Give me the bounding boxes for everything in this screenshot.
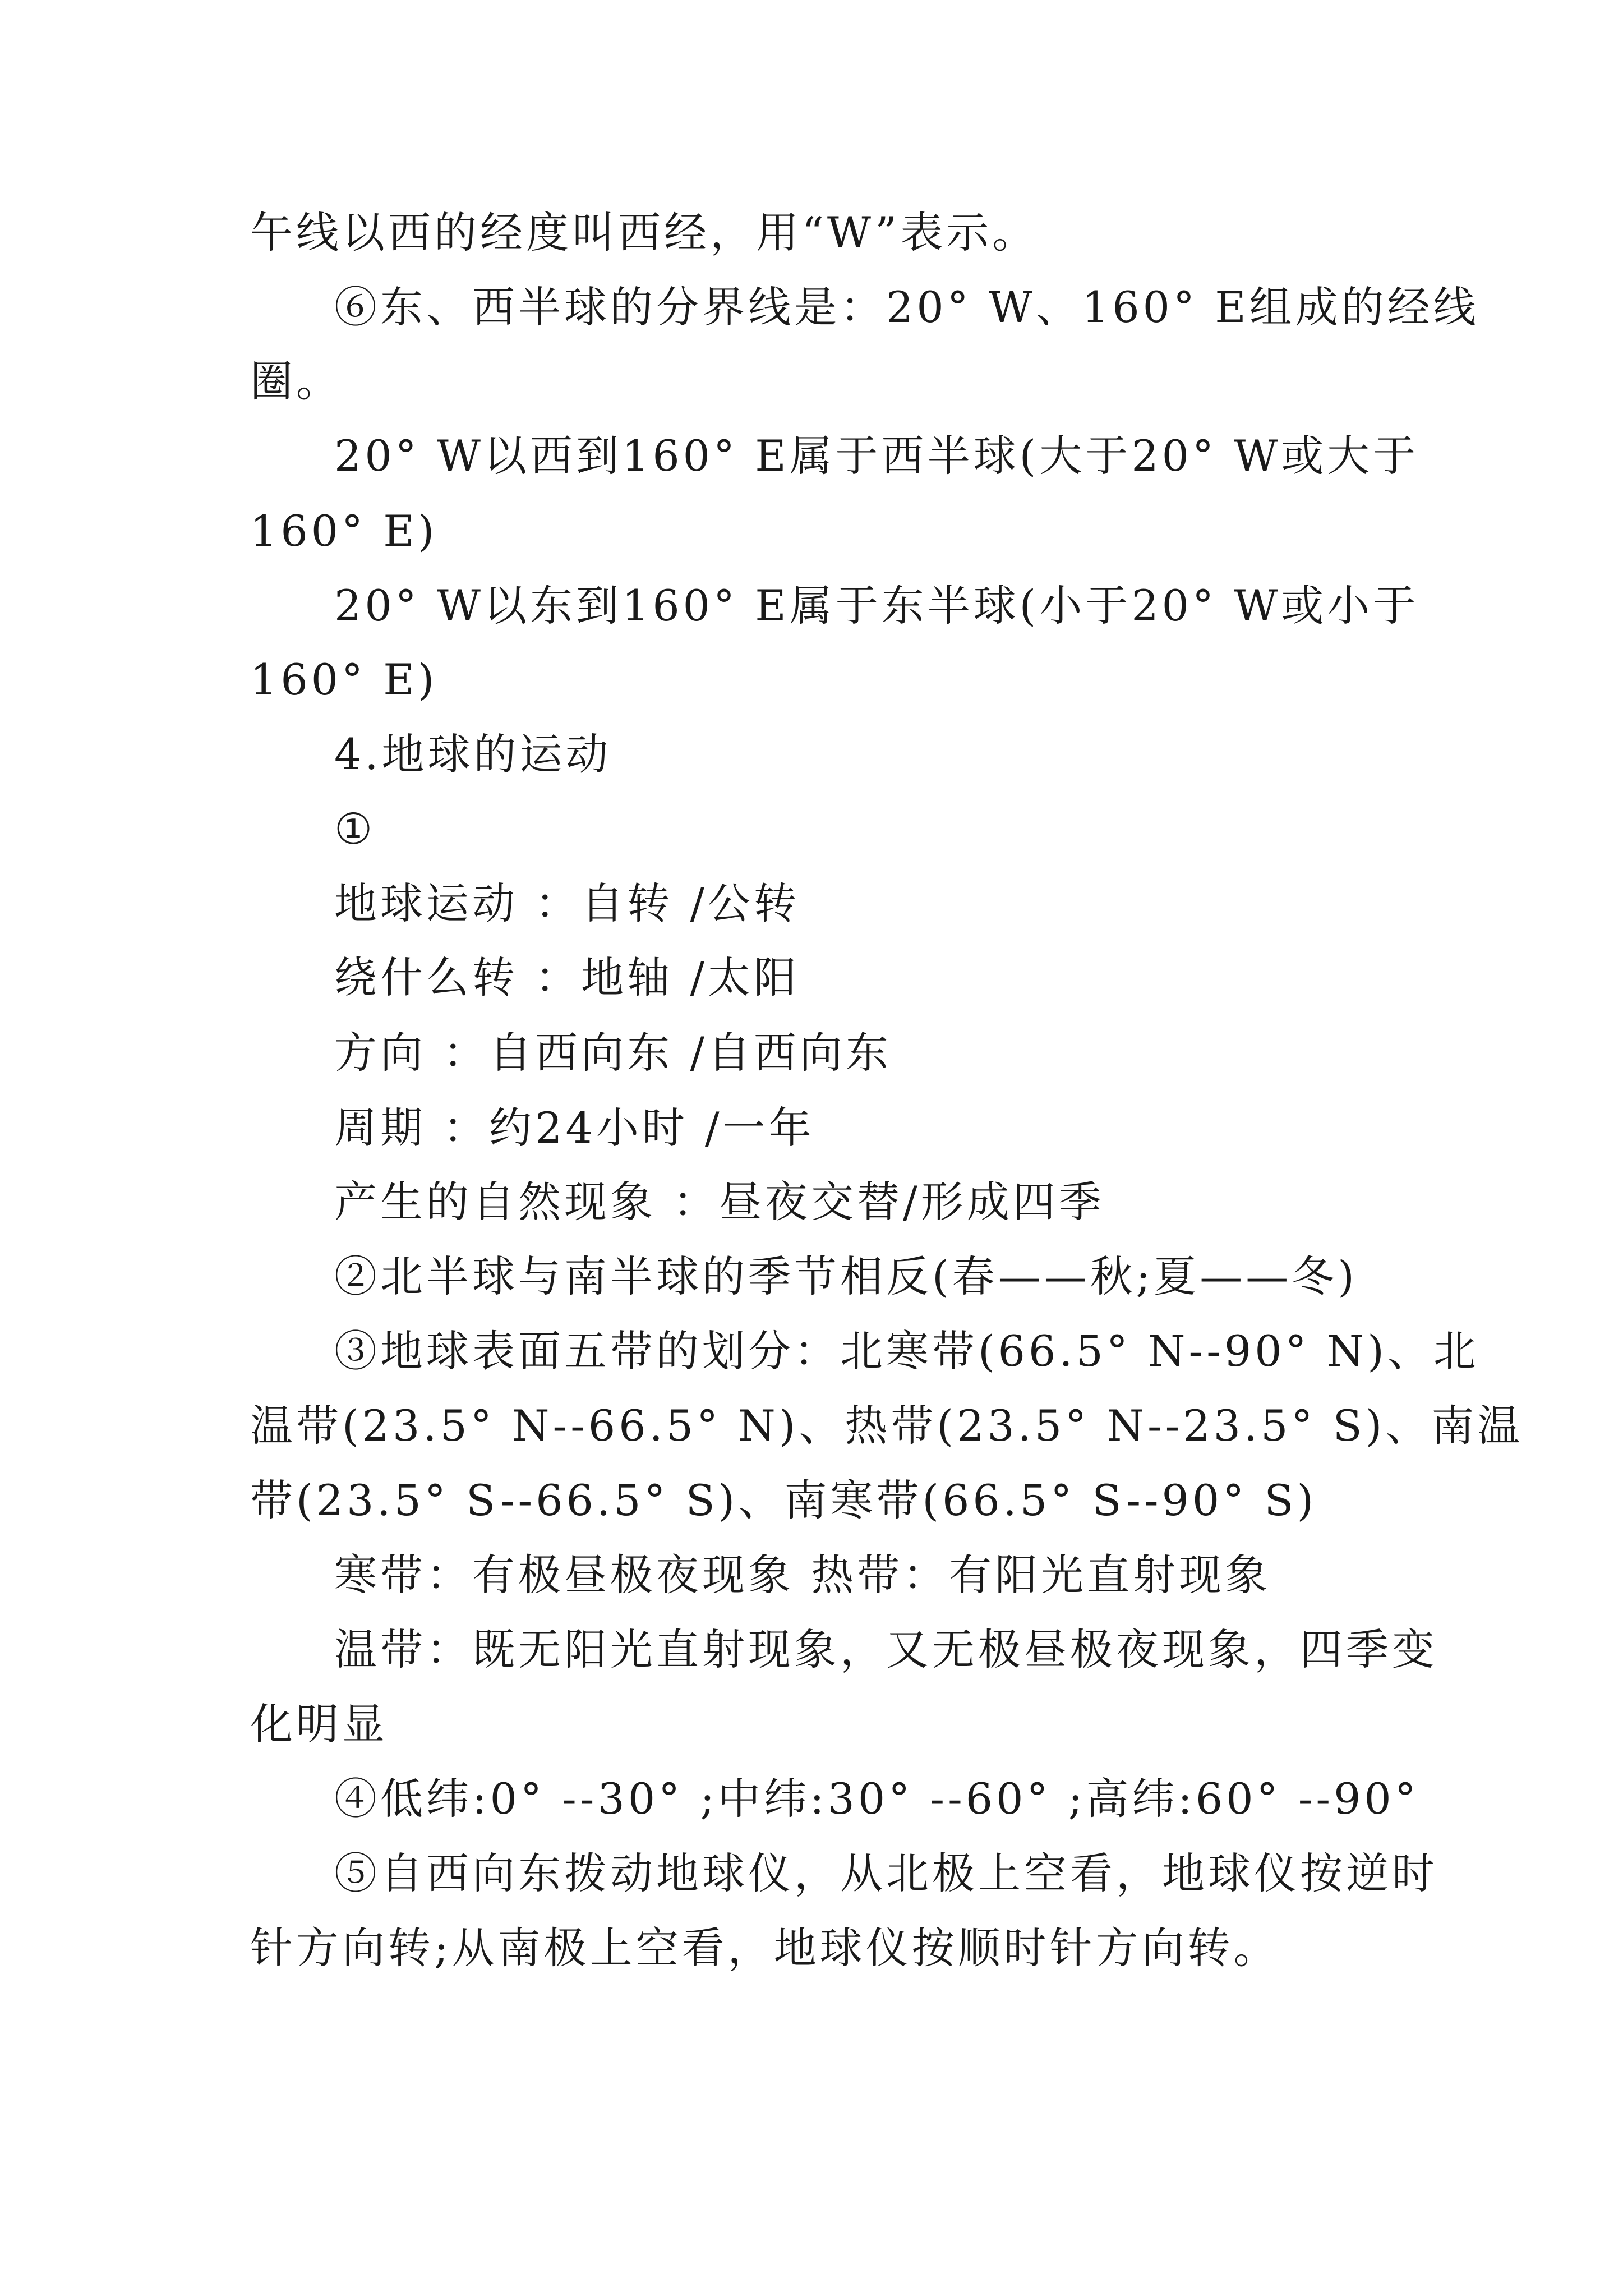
text-line: ⑥东、西半球的分界线是：20° W、160° E组成的经线 (334, 282, 1479, 332)
text-line: 周期 ：约24小时 /一年 (334, 1103, 815, 1153)
section-heading: 4.地球的运动 (334, 729, 612, 779)
text-line: ⑤自西向东拨动地球仪，从北极上空看，地球仪按逆时 (334, 1848, 1438, 1898)
text-line: 地球运动 ：自转 /公转 (334, 878, 800, 928)
text-line: 寒带：有极昼极夜现象 热带：有阳光直射现象 (334, 1550, 1271, 1600)
text-line: 温带(23.5° N--66.5° N)、热带(23.5° N--23.5° S)、南温 (250, 1401, 1524, 1451)
text-line: 产生的自然现象 ：昼夜交替/形成四季 (334, 1177, 1105, 1227)
text-line: ① (334, 804, 376, 854)
text-line: 化明显 (250, 1699, 388, 1749)
text-line: 温带：既无阳光直射现象，又无极昼极夜现象，四季变 (334, 1625, 1438, 1674)
text-line: ②北半球与南半球的季节相反(春——秋;夏——冬) (334, 1251, 1358, 1301)
text-line: 绕什么转 ：地轴 /太阳 (334, 953, 800, 1002)
text-line: 午线以西的经度叫西经，用“W”表示。 (250, 208, 1039, 257)
text-line: ④低纬:0° --30° ;中纬:30° --60° ;高纬:60° --90° (334, 1774, 1419, 1824)
text-line: 20° W以东到160° E属于东半球(小于20° W或小于 (334, 581, 1419, 631)
text-line: 160° E) (250, 506, 438, 556)
text-line: 带(23.5° S--66.5° S)、南寒带(66.5° S--90° S) (250, 1475, 1317, 1525)
text-line: ③地球表面五带的划分：北寒带(66.5° N--90° N)、北 (334, 1326, 1479, 1376)
text-line: 20° W以西到160° E属于西半球(大于20° W或大于 (334, 431, 1419, 481)
text-line: 方向 ：自西向东 /自西向东 (334, 1028, 892, 1078)
text-line: 圈。 (250, 356, 342, 406)
text-line: 160° E) (250, 655, 438, 705)
text-line: 针方向转;从南极上空看，地球仪按顺时针方向转。 (250, 1923, 1280, 1973)
